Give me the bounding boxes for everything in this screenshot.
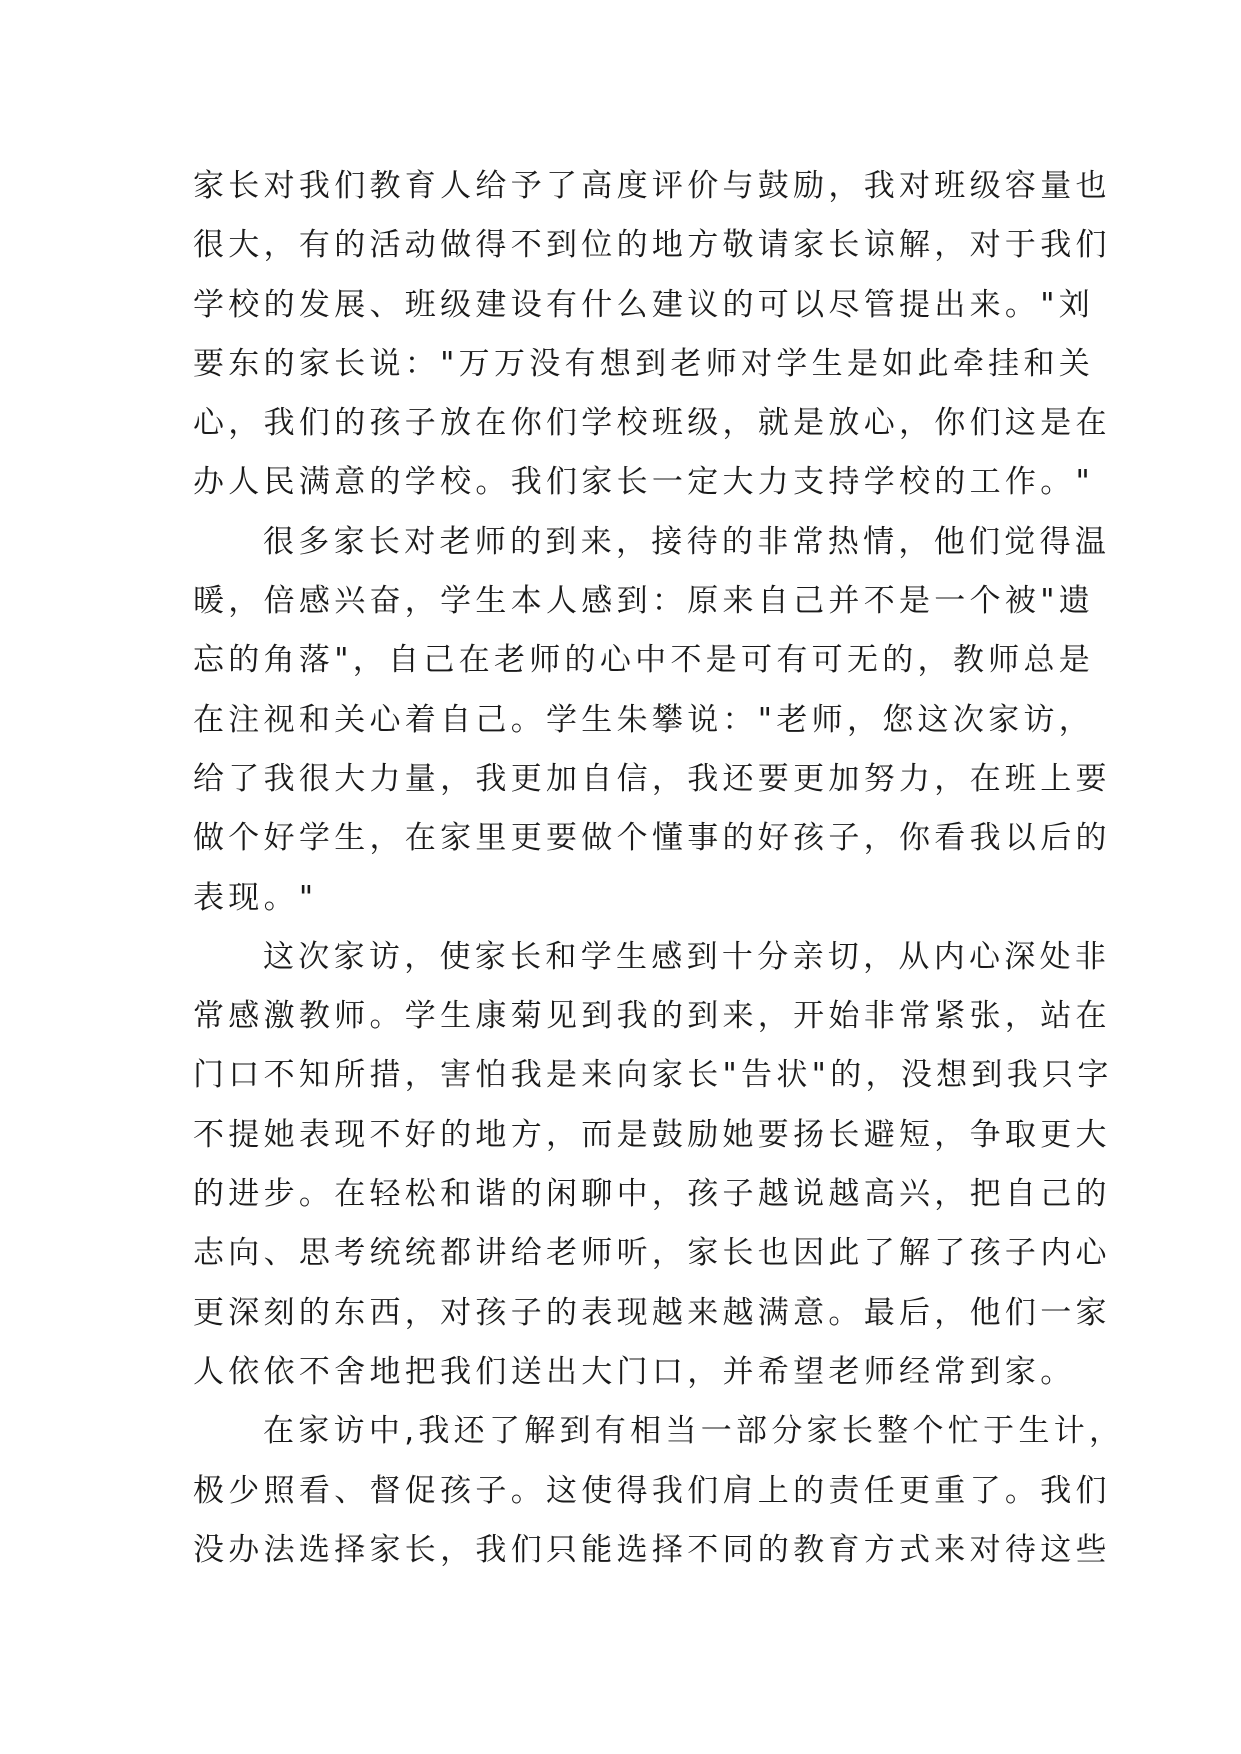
text-line: 忘的角落"，自己在老师的心中不是可有可无的，教师总是 (193, 642, 1095, 679)
text-line: 人依依不舍地把我们送出大门口，并希望老师经常到家。 (193, 1353, 1076, 1390)
text-line: 极少照看、督促孩子。这使得我们肩上的责任更重了。我们 (193, 1472, 1111, 1509)
paragraph-first-line: 在家访中,我还了解到有相当一部分家长整个忙于生计， (263, 1413, 1125, 1450)
text-line: 很大，有的活动做得不到位的地方敬请家长谅解，对于我们 (193, 227, 1111, 264)
body-text (193, 157, 1125, 1580)
text-line: 不提她表现不好的地方，而是鼓励她要扬长避短，争取更大 (193, 1116, 1111, 1153)
text-line: 没办法选择家长，我们只能选择不同的教育方式来对待这些 (193, 1531, 1111, 1568)
text-line: 暖，倍感兴奋，学生本人感到：原来自己并不是一个被"遗 (193, 583, 1095, 620)
text-line: 心，我们的孩子放在你们学校班级，就是放心，你们这是在 (193, 405, 1111, 442)
text-line: 志向、思考统统都讲给老师听，家长也因此了解了孩子内心 (193, 1235, 1111, 1272)
text-line: 家长对我们教育人给予了高度评价与鼓励，我对班级容量也 (193, 168, 1111, 204)
text-line: 常感激教师。学生康菊见到我的到来，开始非常紧张，站在 (193, 998, 1111, 1035)
text-line: 办人民满意的学校。我们家长一定大力支持学校的工作。" (193, 464, 1095, 501)
text-line: 的进步。在轻松和谐的闲聊中，孩子越说越高兴，把自己的 (193, 1176, 1111, 1213)
text-line: 要东的家长说："万万没有想到老师对学生是如此牵挂和关 (193, 345, 1095, 382)
text-line: 做个好学生，在家里更要做个懂事的好孩子，你看我以后的 (193, 820, 1111, 857)
text-line: 在注视和关心着自己。学生朱攀说："老师，您这次家访， (193, 701, 1095, 738)
text-line: 给了我很大力量，我更加自信，我还要更加努力，在班上要 (193, 760, 1111, 797)
text-line: 表现。" (193, 879, 318, 916)
text-line: 门口不知所措，害怕我是来向家长"告状"的，没想到我只字 (193, 1057, 1113, 1094)
text-line: 学校的发展、班级建设有什么建议的可以尽管提出来。"刘 (193, 286, 1095, 323)
paragraph-first-line: 很多家长对老师的到来，接待的非常热情，他们觉得温 (263, 523, 1111, 560)
paragraph-first-line: 这次家访，使家长和学生感到十分亲切，从内心深处非 (263, 938, 1111, 975)
text-line: 更深刻的东西，对孩子的表现越来越满意。最后，他们一家 (193, 1294, 1111, 1331)
